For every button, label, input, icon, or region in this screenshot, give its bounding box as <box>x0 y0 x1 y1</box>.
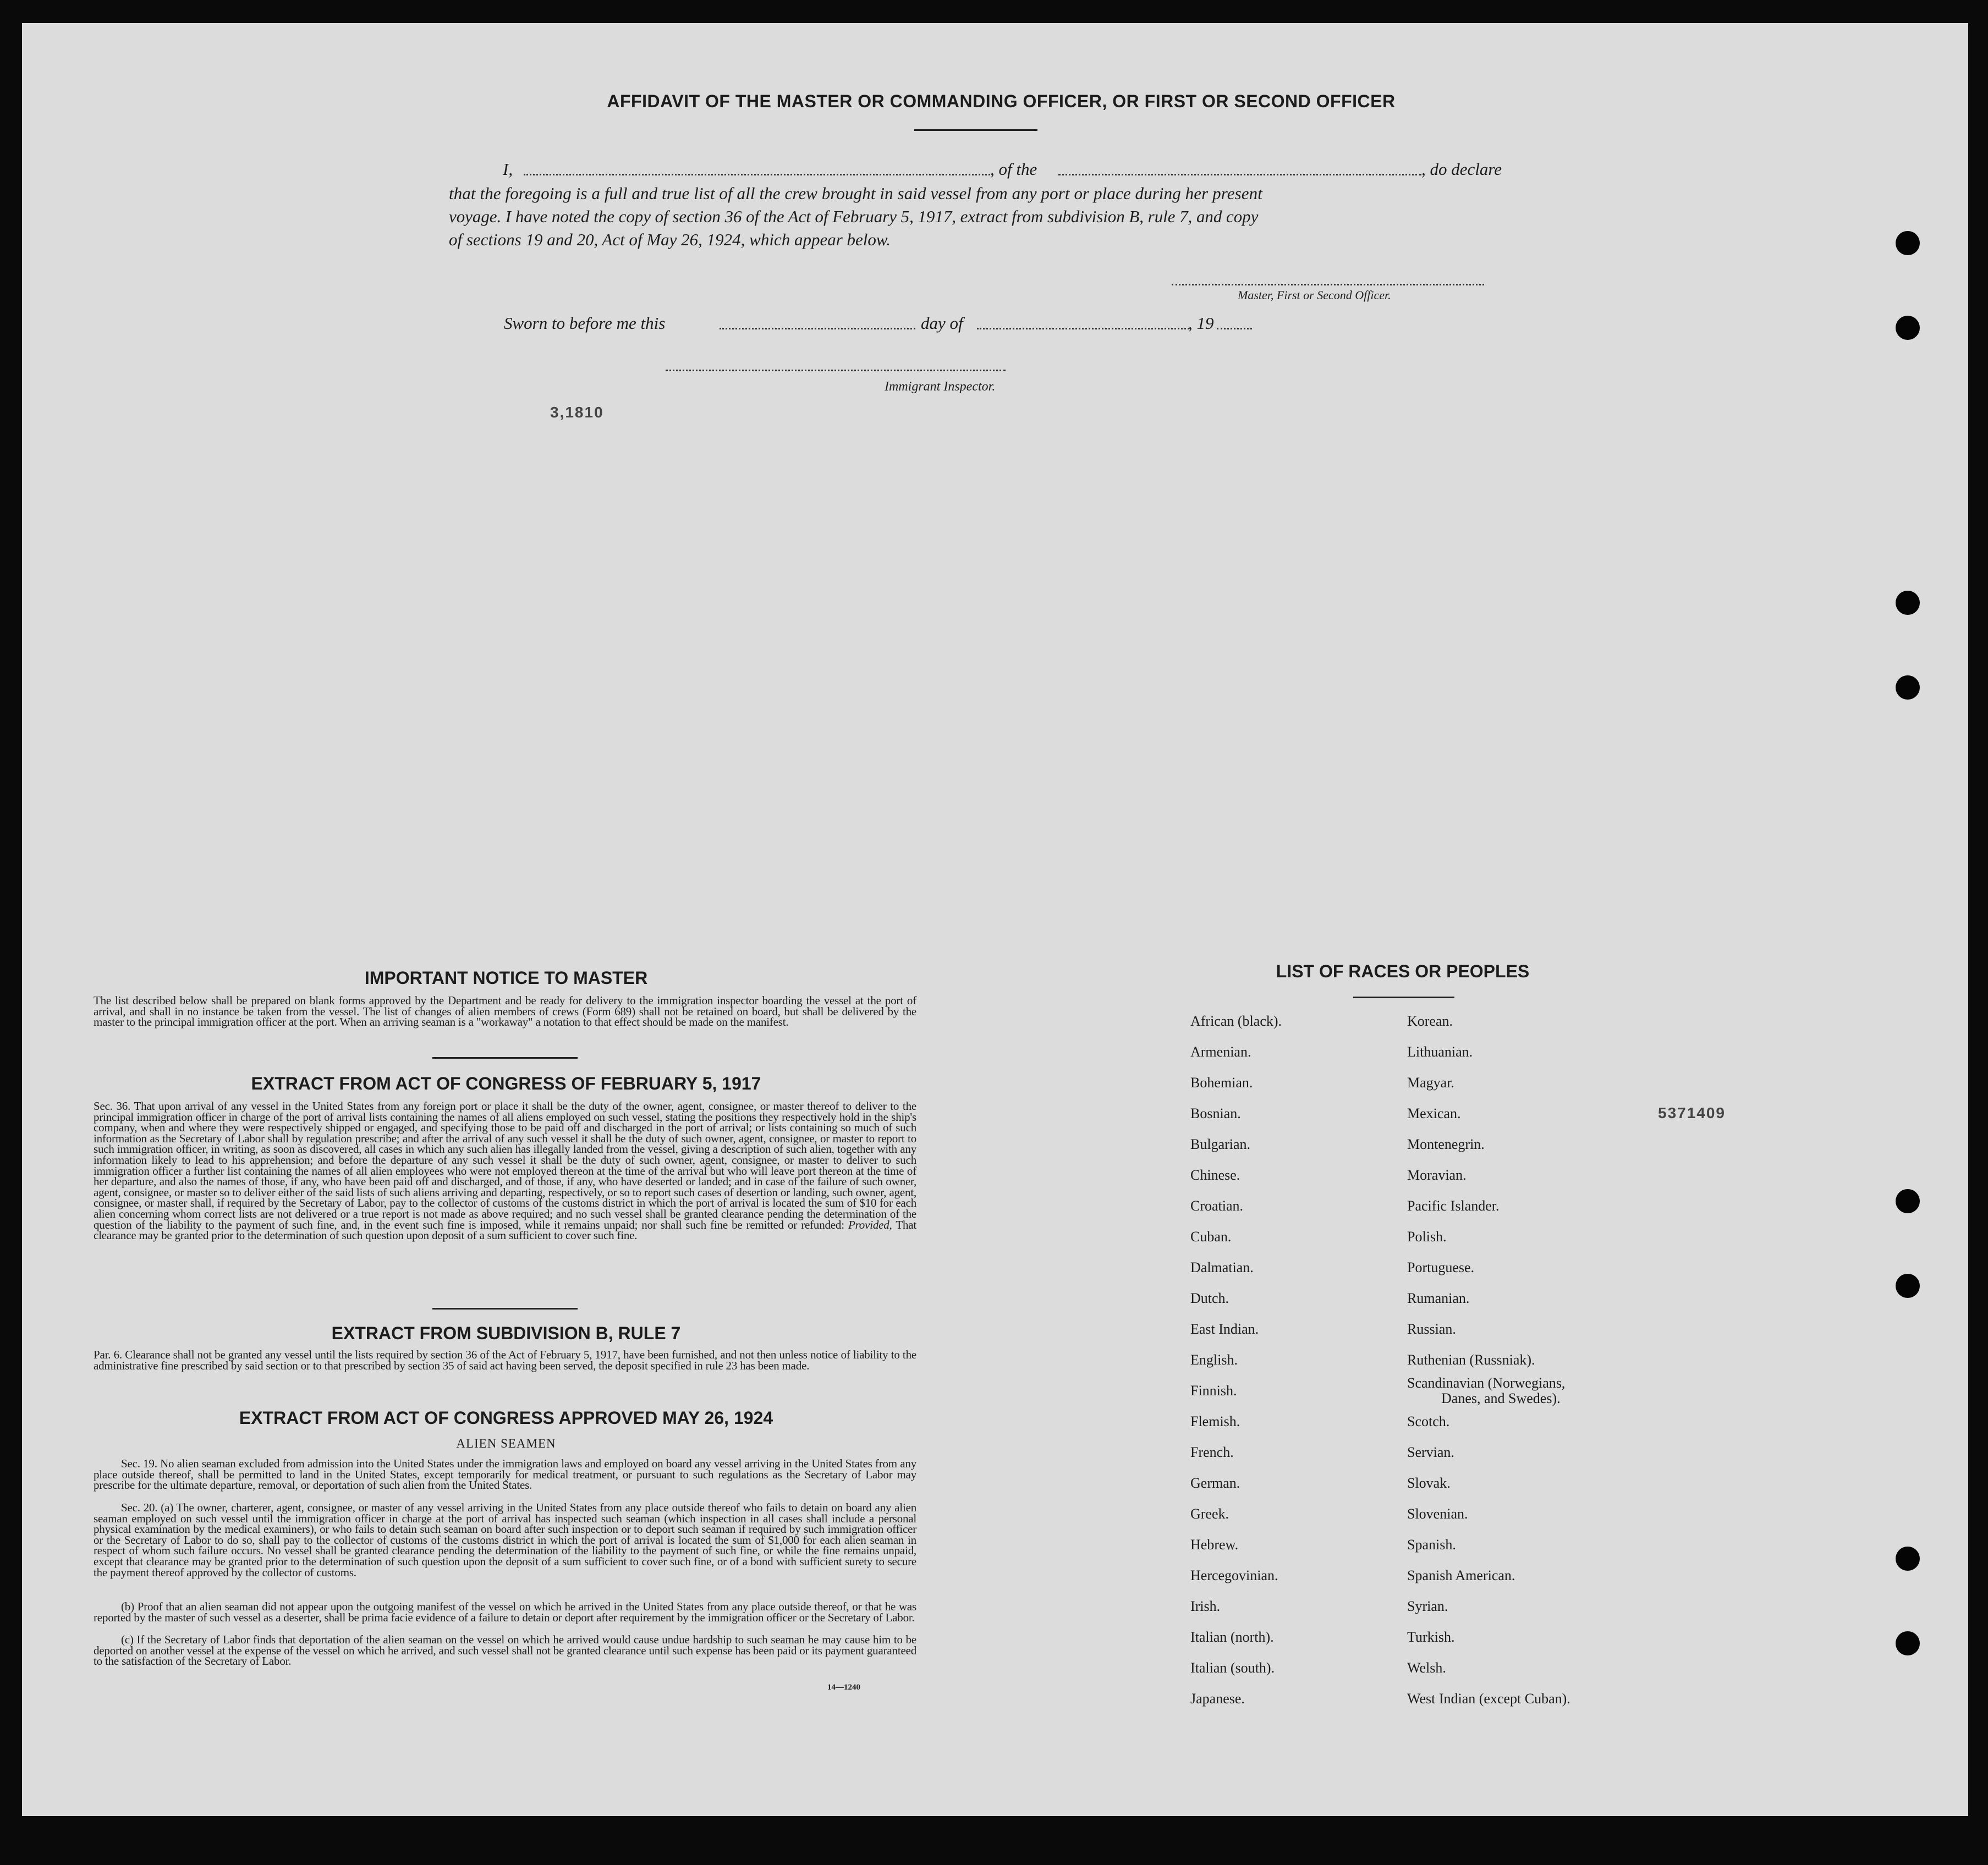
punch-hole <box>1896 1631 1920 1655</box>
sworn-label: Sworn to before me this <box>504 313 666 333</box>
divider <box>432 1308 578 1310</box>
name-blank[interactable] <box>524 174 990 175</box>
year-blank[interactable] <box>1217 328 1252 329</box>
race-item: Croatian. <box>1190 1198 1244 1214</box>
race-item: Slovenian. <box>1407 1506 1468 1522</box>
extract-1924-title: EXTRACT FROM ACT OF CONGRESS APPROVED MAY 26, 1924 <box>239 1408 773 1428</box>
race-item: Montenegrin. <box>1407 1136 1485 1152</box>
race-item: Scotch. <box>1407 1413 1450 1429</box>
affidavit-of-the: , of the <box>990 159 1037 179</box>
race-item: Hercegovinian. <box>1190 1567 1278 1583</box>
race-item: Slovak. <box>1407 1475 1451 1491</box>
punch-hole <box>1896 316 1920 340</box>
races-title: LIST OF RACES OR PEOPLES <box>1276 961 1530 981</box>
race-item: Spanish American. <box>1407 1567 1515 1583</box>
notice-text: The list described below shall be prepared on blank forms approved by the Department and be ready for delivery to the immigration inspector boarding the vessel at the port of arrival, and shall in no instance be taken from the vessel. The list of changes of alien members of crews (Form 689) shall not be retained on board, but shall be delivered by the master to the principal immigration officer at the port. When an arriving seaman is a "workaway" a notation to that effect should be made on the manifest. <box>94 994 916 1029</box>
affidavit-declare: , do declare <box>1421 159 1502 179</box>
extract-1917-title: EXTRACT FROM ACT OF CONGRESS OF FEBRUARY 5, 1917 <box>251 1074 761 1093</box>
race-item: Dalmatian. <box>1190 1259 1254 1275</box>
race-item: German. <box>1190 1475 1240 1491</box>
race-item: Chinese. <box>1190 1167 1240 1183</box>
sec-20b-text: (b) Proof that an alien seaman did not appear upon the outgoing manifest of the vessel on which he arrived in the United States from any place outside thereof, or that he was reported by the master of such vessel as a deserter, shall be prima facie evidence of a failure to detain or deport after requirement by the immigration officer or the Secretary of Labor. <box>94 1600 916 1624</box>
race-item: Magyar. <box>1407 1075 1454 1091</box>
sec-19-text: Sec. 19. No alien seaman excluded from admission into the United States under the immigration laws and employed on board any vessel arriving in the United States from any place outside thereof, shall be permitted to land in the United States, except temporarily for medical treatment, or pursuant to such regulations as the Secretary of Labor may prescribe for the ultimate departure, removal, or deportation of such alien from the United States. <box>94 1457 916 1492</box>
inspector-label: Immigrant Inspector. <box>885 379 996 394</box>
race-item: Scandinavian (Norwegians, <box>1407 1375 1566 1391</box>
race-item: Dutch. <box>1190 1290 1229 1306</box>
extract-1917-proviso: Provided, <box>848 1218 892 1231</box>
race-item: English. <box>1190 1352 1238 1368</box>
punch-hole <box>1896 231 1920 255</box>
affidavit-line-2: that the foregoing is a full and true list of all the crew brought in said vessel from any port or place during her present <box>449 184 1262 203</box>
race-item: Japanese. <box>1190 1691 1245 1707</box>
punch-hole <box>1896 591 1920 615</box>
punch-hole <box>1896 675 1920 700</box>
stamp-left: 3,1810 <box>550 404 604 421</box>
vessel-blank[interactable] <box>1058 174 1421 175</box>
race-item: African (black). <box>1190 1013 1282 1029</box>
race-item: Bosnian. <box>1190 1105 1241 1121</box>
race-item: Finnish. <box>1190 1383 1237 1399</box>
race-item: Turkish. <box>1407 1629 1455 1645</box>
race-item: Syrian. <box>1407 1598 1448 1614</box>
affidavit-line-3: voyage. I have noted the copy of section 36 of the Act of February 5, 1917, extract from subdivision B, rule 7, and copy <box>449 207 1259 226</box>
affidavit-title: AFFIDAVIT OF THE MASTER OR COMMANDING OFFICER, OR FIRST OR SECOND OFFICER <box>607 91 1396 111</box>
notice-title: IMPORTANT NOTICE TO MASTER <box>364 968 648 988</box>
race-item: Flemish. <box>1190 1413 1240 1429</box>
race-item: Mexican. <box>1407 1105 1461 1121</box>
extract-1917-body-end: That clearance may be granted prior to the determination of such question upon deposit of a sum sufficient to cover such fine. <box>94 1218 916 1242</box>
race-item: Bulgarian. <box>1190 1136 1251 1152</box>
race-item: East Indian. <box>1190 1321 1259 1337</box>
day-of-label: day of <box>921 313 963 333</box>
day-blank[interactable] <box>720 328 915 329</box>
race-item: Welsh. <box>1407 1660 1446 1676</box>
race-item: Italian (north). <box>1190 1629 1274 1645</box>
race-item: Irish. <box>1190 1598 1221 1614</box>
race-item: Ruthenian (Russniak). <box>1407 1352 1535 1368</box>
race-item: West Indian (except Cuban). <box>1407 1691 1570 1707</box>
month-blank[interactable] <box>977 328 1189 329</box>
race-item: Bohemian. <box>1190 1075 1253 1091</box>
punch-hole <box>1896 1274 1920 1298</box>
form-number: 14—1240 <box>827 1683 860 1692</box>
race-item: Greek. <box>1190 1506 1229 1522</box>
race-item: French. <box>1190 1444 1234 1460</box>
race-item: Cuban. <box>1190 1229 1232 1245</box>
punch-hole <box>1896 1189 1920 1213</box>
race-item: Pacific Islander. <box>1407 1198 1500 1214</box>
race-item: Korean. <box>1407 1013 1453 1029</box>
race-item: Russian. <box>1407 1321 1456 1337</box>
extract-1917-body: Sec. 36. That upon arrival of any vessel in the United States from any foreign port or place it shall be the duty of the owner, agent, consignee, or master thereof to deliver to the principal immigration officer in charge of the port of arrival lists containing the names of all aliens employed on such vessel, stating the positions they respectively hold in the ship's company, when and where they were respectively shipped or engaged, and specifying those to be paid off and discharged in the port of arrival; or lists containing so much of such information as the Secretary of Labor shall by regulation prescribe; and after the arrival of any such vessel it shall be the duty of such owner, agent, consignee, or master to report to such immigration officer, in writing, as soon as discovered, all cases in which any such alien has illegally landed from the vessel, giving a description of such alien, together with any information likely to lead to his apprehension; and before the departure of any such vessel it shall be the duty of such owner, agent, consignee, or master to deliver to such immigration officer a further list containing the names of all alien employees who were not employed thereon at the time of the arrival but who will leave port thereon at the time of her departure, and also the names of those, if any, who have been paid off and discharged, and of those, if any, who have deserted or landed; and in case of the failure of such owner, agent, consignee, or master so to deliver either of the said lists of such aliens arriving and departing, respectively, or so to report such cases of desertion or landing, such owner, agent, consignee, or master shall, if required by the Secretary of Labor, pay to the collector of customs of the customs district in which the port of arrival is located the sum of $10 for each alien concerning whom correct lists are not delivered or a true report is not made as above required; and no such vessel shall be granted clearance pending the determination of the question of the liability to the payment of such fine, and, in the event such fine is imposed, while it remains unpaid; nor shall such fine be remitted or refunded: <box>94 1099 916 1231</box>
extract-rule7-text: Par. 6. Clearance shall not be granted any vessel until the lists required by section 36 of the Act of February 5, 1917, have been furnished, and not then unless notice of liability to the administrative fine prescribed by said section or to that prescribed by section 35 of said act having been served, the deposit specified in rule 23 has been made. <box>94 1348 916 1372</box>
race-item: Lithuanian. <box>1407 1044 1473 1060</box>
affidavit-i: I, <box>503 159 513 179</box>
race-item: Hebrew. <box>1190 1537 1239 1553</box>
race-item: Portuguese. <box>1407 1259 1475 1275</box>
race-item: Servian. <box>1407 1444 1454 1460</box>
year-label: , 19 <box>1188 313 1214 333</box>
race-item: Moravian. <box>1407 1167 1467 1183</box>
stamp-right: 5371409 <box>1658 1104 1726 1121</box>
race-item: Danes, and Swedes). <box>1441 1390 1561 1406</box>
divider <box>914 129 1037 131</box>
sec-20a-text: Sec. 20. (a) The owner, charterer, agent, consignee, or master of any vessel arriving in the United States from any place outside thereof who fails to detain on board any alien seaman employed on such vessel until the immigration officer in charge at the port of arrival has inspected such seaman (which inspection in all cases shall include a personal physical examination by the medical examiners), or who fails to detain such seaman on board after such inspection or to deport such seaman if required by such immigration officer or the Secretary of Labor to do so, shall pay to the collector of customs of the customs district in which the port of arrival is located the sum of $1,000 for each alien seaman in respect of whom such failure occurs. No vessel shall be granted clearance pending the determination of the liability to the payment of such fine, or while the fine remains unpaid, except that clearance may be granted prior to the determination of such question upon the deposit of a sum sufficient to cover such fine, or of a bond with sufficient surety to secure the payment thereof approved by the collector of customs. <box>94 1501 916 1579</box>
race-item: Italian (south). <box>1190 1660 1275 1676</box>
extract-rule7-title: EXTRACT FROM SUBDIVISION B, RULE 7 <box>331 1323 681 1343</box>
divider <box>432 1057 578 1059</box>
race-item: Armenian. <box>1190 1044 1251 1060</box>
sec-20c-text: (c) If the Secretary of Labor finds that deportation of the alien seaman on the vessel on which he arrived would cause undue hardship to such seaman he may cause him to be deported on another vessel at the expense of the vessel on which he arrived, and such vessel shall not be granted clearance until such expense has been paid or its payment guaranteed to the satisfaction of the Secretary of Labor. <box>94 1633 916 1668</box>
signature-blank[interactable] <box>1172 284 1484 285</box>
inspector-blank[interactable] <box>666 370 1006 371</box>
divider <box>1353 997 1454 998</box>
affidavit-line-4: of sections 19 and 20, Act of May 26, 1924, which appear below. <box>449 230 891 249</box>
extract-1924-subtitle: ALIEN SEAMEN <box>456 1437 556 1450</box>
punch-hole <box>1896 1547 1920 1571</box>
race-item: Spanish. <box>1407 1537 1456 1553</box>
race-item: Polish. <box>1407 1229 1447 1245</box>
signature-label: Master, First or Second Officer. <box>1238 288 1391 302</box>
extract-1917-text <box>94 1101 916 1241</box>
race-item: Rumanian. <box>1407 1290 1470 1306</box>
